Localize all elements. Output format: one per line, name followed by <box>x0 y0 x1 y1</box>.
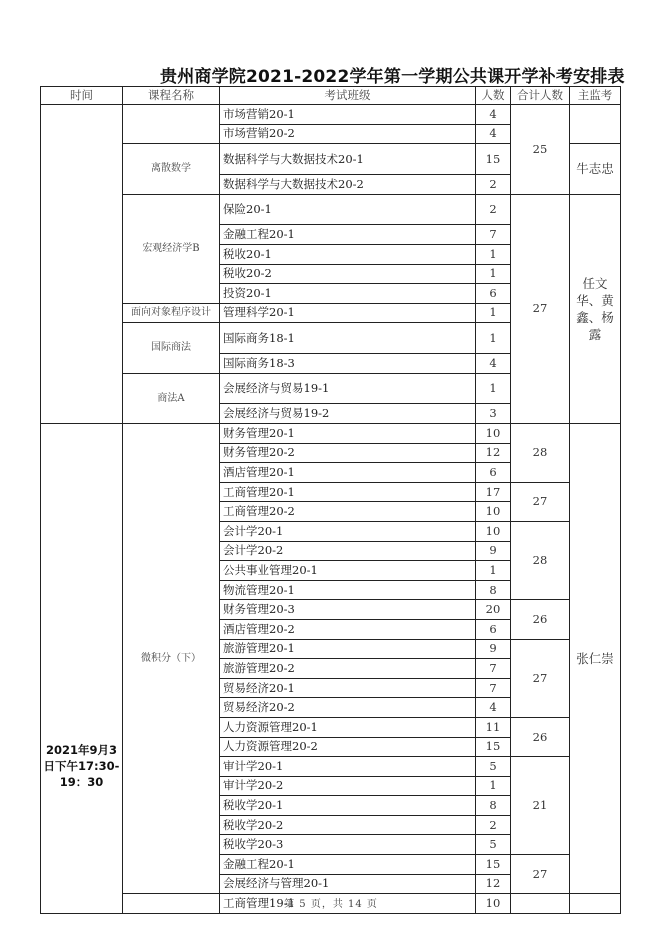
supervisor: 任文华、黄鑫、杨露 <box>570 194 621 423</box>
total-count: 26 <box>511 717 570 756</box>
student-count: 2 <box>476 815 511 835</box>
exam-class: 贸易经济20-1 <box>220 678 476 698</box>
exam-class: 旅游管理20-1 <box>220 639 476 659</box>
exam-class: 公共事业管理20-1 <box>220 561 476 581</box>
total-count: 26 <box>511 600 570 639</box>
exam-class: 物流管理20-1 <box>220 580 476 600</box>
student-count: 4 <box>476 105 511 125</box>
student-count: 6 <box>476 284 511 304</box>
exam-class: 税收20-2 <box>220 264 476 284</box>
exam-class: 数据科学与大数据技术20-2 <box>220 174 476 194</box>
table-row <box>41 105 621 125</box>
student-count: 7 <box>476 678 511 698</box>
exam-class: 工商管理20-1 <box>220 482 476 502</box>
header-course: 课程名称 <box>123 87 220 105</box>
student-count: 2 <box>476 194 511 225</box>
page-footer: 第 5 页，共 14 页 <box>284 899 378 910</box>
header-total: 合计人数 <box>511 87 570 105</box>
exam-class: 酒店管理20-2 <box>220 619 476 639</box>
supervisor <box>570 105 621 144</box>
exam-class: 贸易经济20-2 <box>220 698 476 718</box>
exam-class: 金融工程20-1 <box>220 855 476 875</box>
table-header-row <box>41 87 621 105</box>
student-count: 7 <box>476 659 511 679</box>
course-name: 国际商法 <box>123 323 220 373</box>
student-count: 4 <box>476 124 511 144</box>
exam-class: 市场营销20-2 <box>220 124 476 144</box>
exam-class: 金融工程20-1 <box>220 225 476 245</box>
course-name: 微积分（下） <box>123 424 220 894</box>
table-row <box>41 194 621 225</box>
student-count: 1 <box>476 264 511 284</box>
student-count: 8 <box>476 796 511 816</box>
student-count: 5 <box>476 835 511 855</box>
exam-class: 工商管理20-2 <box>220 502 476 522</box>
total-count: 27 <box>511 855 570 894</box>
student-count: 4 <box>476 354 511 374</box>
student-count: 4 <box>476 698 511 718</box>
exam-class: 旅游管理20-2 <box>220 659 476 679</box>
student-count: 9 <box>476 639 511 659</box>
student-count: 20 <box>476 600 511 620</box>
exam-class: 审计学20-2 <box>220 776 476 796</box>
student-count: 12 <box>476 443 511 463</box>
student-count: 6 <box>476 619 511 639</box>
student-count: 10 <box>476 502 511 522</box>
student-count: 6 <box>476 463 511 483</box>
time-text: 2021年9月3日下午17:30-19：30 <box>43 743 120 789</box>
exam-class: 国际商务18-3 <box>220 354 476 374</box>
course-name: 宏观经济学B <box>123 194 220 303</box>
exam-class: 税收学20-3 <box>220 835 476 855</box>
student-count: 2 <box>476 174 511 194</box>
student-count: 15 <box>476 855 511 875</box>
exam-class: 会展经济与贸易19-2 <box>220 404 476 424</box>
student-count: 1 <box>476 776 511 796</box>
exam-class: 财务管理20-1 <box>220 424 476 444</box>
supervisor: 张仁崇 <box>570 424 621 894</box>
exam-class: 税收学20-1 <box>220 796 476 816</box>
exam-schedule-table <box>40 86 621 914</box>
exam-class: 投资20-1 <box>220 284 476 304</box>
student-count: 1 <box>476 323 511 354</box>
exam-class: 财务管理20-3 <box>220 600 476 620</box>
student-count: 17 <box>476 482 511 502</box>
student-count: 7 <box>476 225 511 245</box>
exam-class: 会计学20-2 <box>220 541 476 561</box>
exam-class: 人力资源管理20-2 <box>220 737 476 757</box>
student-count: 10 <box>476 894 511 914</box>
time-cell <box>41 424 123 914</box>
course-name: 面向对象程序设计 <box>123 303 220 323</box>
supervisor: 牛志忠 <box>570 144 621 194</box>
exam-class: 酒店管理20-1 <box>220 463 476 483</box>
student-count: 9 <box>476 541 511 561</box>
page-title: 贵州商学院2021-2022学年第一学期公共课开学补考安排表 <box>160 67 625 87</box>
student-count: 15 <box>476 737 511 757</box>
exam-class: 人力资源管理20-1 <box>220 717 476 737</box>
exam-class: 工商管理19-1 <box>220 894 476 914</box>
course-name <box>123 105 220 144</box>
student-count: 10 <box>476 424 511 444</box>
header-count: 人数 <box>476 87 511 105</box>
exam-class: 税收20-1 <box>220 244 476 264</box>
student-count: 1 <box>476 244 511 264</box>
student-count: 15 <box>476 144 511 175</box>
student-count: 10 <box>476 521 511 541</box>
exam-class: 市场营销20-1 <box>220 105 476 125</box>
total-count: 21 <box>511 757 570 855</box>
table-row <box>41 424 621 444</box>
student-count: 12 <box>476 874 511 894</box>
student-count: 8 <box>476 580 511 600</box>
total-count: 28 <box>511 424 570 483</box>
course-name: 离散数学 <box>123 144 220 194</box>
time-cell <box>41 105 123 424</box>
exam-class: 国际商务18-1 <box>220 323 476 354</box>
header-class: 考试班级 <box>220 87 476 105</box>
total-count: 27 <box>511 639 570 717</box>
student-count: 11 <box>476 717 511 737</box>
time-text <box>41 105 122 423</box>
exam-class: 会展经济与贸易19-1 <box>220 373 476 404</box>
exam-class: 税收学20-2 <box>220 815 476 835</box>
exam-class: 会展经济与管理20-1 <box>220 874 476 894</box>
total-count: 25 <box>511 105 570 195</box>
student-count: 5 <box>476 757 511 777</box>
exam-class: 会计学20-1 <box>220 521 476 541</box>
student-count: 1 <box>476 561 511 581</box>
exam-class: 保险20-1 <box>220 194 476 225</box>
total-count: 28 <box>511 521 570 599</box>
exam-class: 管理科学20-1 <box>220 303 476 323</box>
exam-class: 审计学20-1 <box>220 757 476 777</box>
course-name: 商法A <box>123 373 220 423</box>
total-count: 27 <box>511 482 570 521</box>
student-count: 3 <box>476 404 511 424</box>
header-time: 时间 <box>41 87 123 105</box>
exam-class: 财务管理20-2 <box>220 443 476 463</box>
exam-class: 数据科学与大数据技术20-1 <box>220 144 476 175</box>
header-supervisor: 主监考 <box>570 87 621 105</box>
student-count: 1 <box>476 303 511 323</box>
total-count: 27 <box>511 194 570 423</box>
student-count: 1 <box>476 373 511 404</box>
